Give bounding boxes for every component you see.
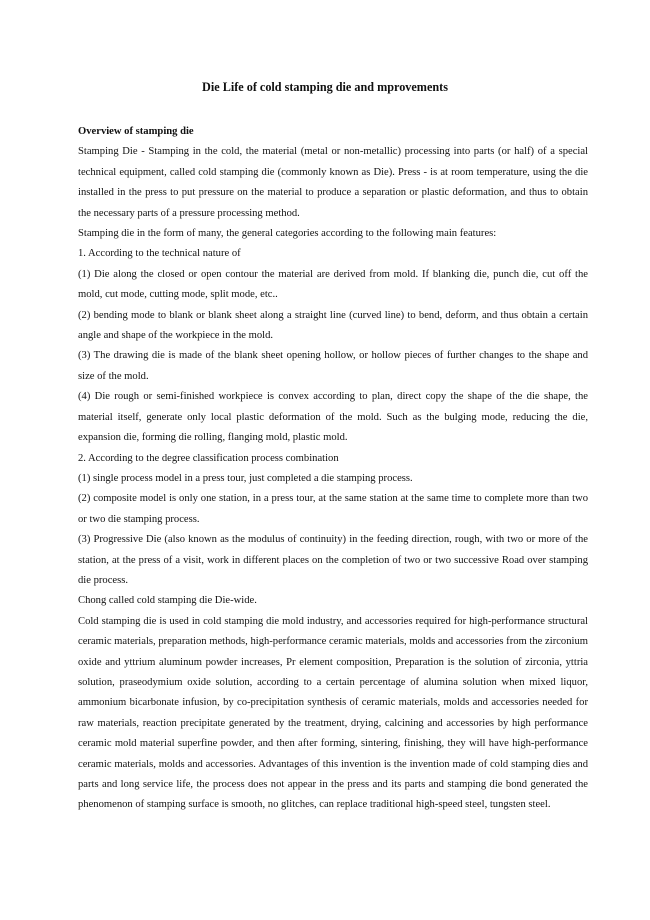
paragraph-item-1-4: (4) Die rough or semi-finished workpiece is convex according to plan, direct copy the shape of the die shape, the material itself, generate only local plastic deformation of the mold. Such as the bulging mode, reducing the die, expansion die, forming die rolling, flanging mold, plastic mold.	[78, 391, 588, 444]
paragraph-item-2-3: (3) Progressive Die (also known as the modulus of continuity) in the feeding direction, rough, with two or more of the station, at the press of a visit, work in different places on the completion of two or two successive Road over stamping die process.	[78, 534, 588, 586]
paragraph-item-1-3: (3) The drawing die is made of the blank sheet opening hollow, or hollow pieces of further changes to the shape and size of the mold.	[78, 350, 588, 382]
paragraph-item-2-1: (1) single process model in a press tour, just completed a die stamping process.	[78, 472, 413, 484]
paragraph-technical-nature-heading: 1. According to the technical nature of	[78, 248, 241, 260]
paragraph-item-2-2: (2) composite model is only one station, in a press tour, at the same station at the same time to complete more than two or two die stamping process.	[78, 493, 588, 525]
paragraph-definition: Stamping Die - Stamping in the cold, the material (metal or non-metallic) processing into parts (or half) of a special technical equipment, called cold stamping die (commonly known as Die). Press - is at room temperature, using the die installed in the press to put pressure on the material to produce a separation or plastic deformation, and thus to obtain the necessary parts of a pressure processing method.	[78, 146, 588, 219]
paragraph-process-combination-heading: 2. According to the degree classification process combination	[78, 452, 339, 464]
section-heading: Overview of stamping die	[78, 126, 194, 137]
paragraph-item-1-1: (1) Die along the closed or open contour the material are derived from mold. If blanking die, punch die, cut off the mold, cut mode, cutting mode, split mode, etc..	[78, 268, 588, 301]
paragraph-categories-intro: Stamping die in the form of many, the general categories according to the following main features:	[78, 228, 497, 240]
paragraph-item-1-2: (2) bending mode to blank or blank sheet along a straight line (curved line) to bend, deform, and thus obtain a certain angle and shape of the workpiece in the mold.	[78, 309, 588, 342]
document-body	[78, 122, 588, 816]
document-title: Die Life of cold stamping die and mprovements	[202, 80, 448, 94]
paragraph-ceramic-materials: Cold stamping die is used in cold stamping die mold industry, and accessories required for high-performance structural ceramic materials, preparation methods, high-performance ceramic materials, molds and accessories from the zirconium oxide and yttrium aluminum powder increases, Pr element composition, Preparation is the solution of zirconia, yttria solution, praseodymium oxide solution, according to a certain percentage of alumina solution when mixed liquor, ammonium bicarbonate infusion, by co-precipitation synthesis of ceramic materials, molds and accessories needed for raw materials, reaction precipitate generated by the treatment, drying, calcining and accessories by high performance ceramic mold material superfine powder, and then after forming, sintering, finishing, they will have high-performance ceramic materials, molds and accessories. Advantages of this invention is the invention made of cold stamping dies and parts and long service life, the process does not appear in the press and its parts and stamping die bond generated the phenomenon of stamping surface is smooth, no glitches, can replace traditional high-speed steel, tungsten steel.	[78, 615, 588, 811]
paragraph-die-wide: Chong called cold stamping die Die-wide.	[78, 595, 257, 607]
